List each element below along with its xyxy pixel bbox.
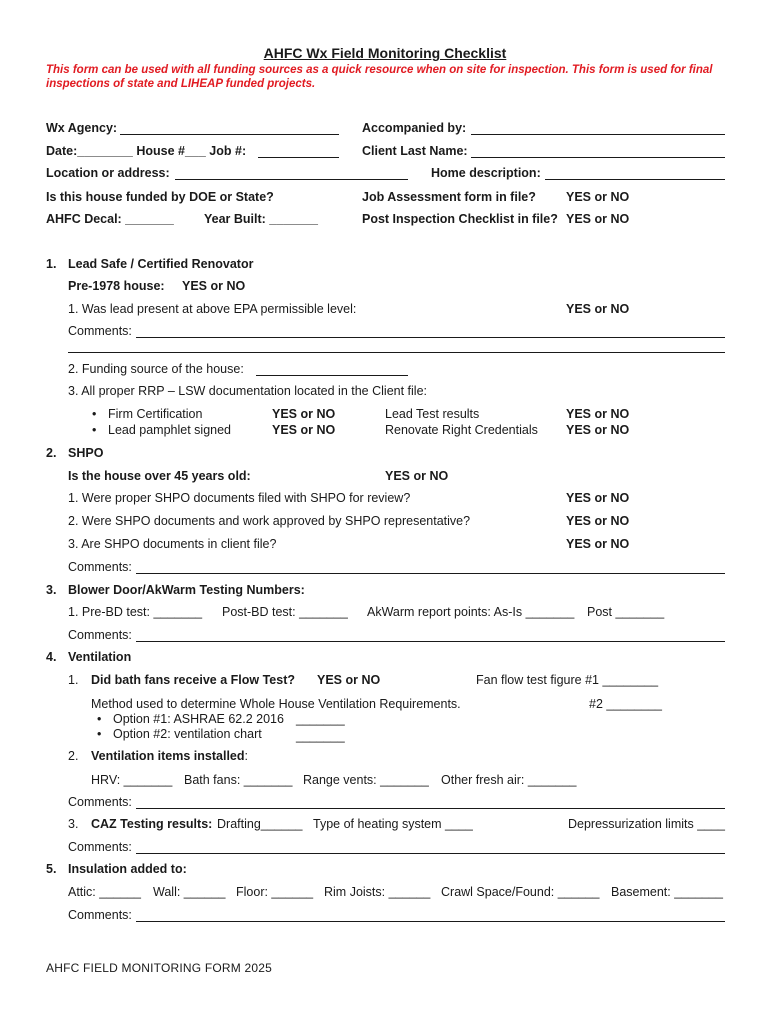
location-field[interactable] <box>175 179 408 180</box>
option1-field[interactable]: _______ <box>296 712 345 726</box>
funding-source-field[interactable] <box>256 375 408 376</box>
ventilation-method-label: Method used to determine Whole House Ventilation Requirements. <box>91 697 461 711</box>
accompanied-label: Accompanied by: <box>362 121 467 135</box>
year-built-label: Year Built: _______ <box>204 212 318 226</box>
section5-heading: Insulation added to: <box>68 862 187 876</box>
rim-joists-field[interactable]: Rim Joists: ______ <box>324 885 431 899</box>
akwarm-post-field[interactable]: Post _______ <box>587 605 665 619</box>
shpo-in-file-yes-no[interactable]: YES or NO <box>566 537 630 551</box>
shpo-approved-question: 2. Were SHPO documents and work approved by SHPO representative? <box>68 514 471 528</box>
lead-pamphlet-label: • Lead pamphlet signed <box>108 423 231 438</box>
agency-field[interactable] <box>120 134 339 135</box>
section1-comments-field-line2[interactable] <box>68 352 725 353</box>
section2-heading: SHPO <box>68 446 104 460</box>
job-assessment-label: Job Assessment form in file? <box>362 190 536 204</box>
shpo-filed-yes-no[interactable]: YES or NO <box>566 491 630 505</box>
rrp-documentation-label: 3. All proper RRP – LSW documentation located in the Client file: <box>68 384 427 398</box>
section2-comments-label: Comments: <box>68 560 132 574</box>
client-last-name-field[interactable] <box>471 157 725 158</box>
attic-field[interactable]: Attic: ______ <box>68 885 141 899</box>
decal-label: AHFC Decal: _______ <box>46 212 174 226</box>
renovate-right-label: Renovate Right Credentials <box>385 423 538 437</box>
form-title: AHFC Wx Field Monitoring Checklist <box>263 45 507 61</box>
home-description-field[interactable] <box>545 179 725 180</box>
ventilation-items-colon: : <box>244 749 248 763</box>
home-description-label: Home description: <box>431 166 541 180</box>
shpo-approved-yes-no[interactable]: YES or NO <box>566 514 630 528</box>
fan-flow-figure1-field[interactable]: Fan flow test figure #1 ________ <box>476 673 659 687</box>
section1-heading: Lead Safe / Certified Renovator <box>68 257 254 271</box>
post-inspection-label: Post Inspection Checklist in file? <box>362 212 558 226</box>
bath-fan-flow-question: Did bath fans receive a Flow Test? <box>91 673 295 687</box>
caz-comments-label: Comments: <box>68 840 132 854</box>
job-number-field[interactable] <box>258 157 339 158</box>
over45-yes-no[interactable]: YES or NO <box>385 469 449 483</box>
caz-number: 3. <box>68 817 79 831</box>
section3-comments-field[interactable] <box>136 641 725 642</box>
heating-system-field[interactable]: Type of heating system ____ <box>313 817 473 831</box>
accompanied-field[interactable] <box>471 134 725 135</box>
pre1978-label: Pre-1978 house: <box>68 279 165 293</box>
section3-number: 3. <box>46 583 57 597</box>
section4-number: 4. <box>46 650 57 664</box>
pre1978-yes-no[interactable]: YES or NO <box>182 279 246 293</box>
section2-comments-field[interactable] <box>136 573 725 574</box>
lead-test-yes-no[interactable]: YES or NO <box>566 407 630 421</box>
ventilation-items-text: Ventilation items installed <box>91 749 245 763</box>
range-vents-field[interactable]: Range vents: _______ <box>303 773 429 787</box>
section5-number: 5. <box>46 862 57 876</box>
akwarm-as-is-field[interactable]: AkWarm report points: As-Is _______ <box>367 605 575 619</box>
renovate-right-yes-no[interactable]: YES or NO <box>566 423 630 437</box>
over45-label: Is the house over 45 years old: <box>68 469 251 483</box>
section2-number: 2. <box>46 446 57 460</box>
funded-question: Is this house funded by DOE or State? <box>46 190 274 204</box>
pre-bd-test-field[interactable]: 1. Pre-BD test: _______ <box>68 605 203 619</box>
floor-field[interactable]: Floor: ______ <box>236 885 314 899</box>
page-footer: AHFC FIELD MONITORING FORM 2025 <box>46 961 273 975</box>
caz-testing-label: CAZ Testing results: <box>91 817 213 831</box>
caz-comments-field[interactable] <box>136 853 725 854</box>
lead-present-yes-no[interactable]: YES or NO <box>566 302 630 316</box>
section3-heading: Blower Door/AkWarm Testing Numbers: <box>68 583 305 597</box>
location-label: Location or address: <box>46 166 170 180</box>
section4-comments-label: Comments: <box>68 795 132 809</box>
fan-flow-figure2-field[interactable]: #2 ________ <box>589 697 662 711</box>
wall-field[interactable]: Wall: ______ <box>153 885 226 899</box>
depressurization-limits-field[interactable]: Depressurization limits ____ <box>568 817 726 831</box>
drafting-field[interactable]: Drafting______ <box>217 817 303 831</box>
date-house-job-label: Date:________ House #___ Job #: <box>46 144 247 158</box>
section3-comments-label: Comments: <box>68 628 132 642</box>
bath-fan-question-number: 1. <box>68 673 79 687</box>
client-last-name-label: Client Last Name: <box>362 144 468 158</box>
bath-fans-field[interactable]: Bath fans: _______ <box>184 773 293 787</box>
form-intro: This form can be used with all funding sources as a quick resource when on site for inspection. This form is used for final inspections of state and LIHEAP funded projects. <box>46 64 713 90</box>
lead-present-question: 1. Was lead present at above EPA permissible level: <box>68 302 357 316</box>
shpo-filed-question: 1. Were proper SHPO documents filed with SHPO for review? <box>68 491 411 505</box>
option2-label: • Option #2: ventilation chart <box>113 727 262 742</box>
basement-field[interactable]: Basement: _______ <box>611 885 723 899</box>
firm-certification-yes-no[interactable]: YES or NO <box>272 407 336 421</box>
ventilation-items-label <box>91 749 248 764</box>
agency-label: Wx Agency: <box>46 121 118 135</box>
section1-comments-field[interactable] <box>136 337 725 338</box>
section5-comments-label: Comments: <box>68 908 132 922</box>
other-fresh-air-field[interactable]: Other fresh air: _______ <box>441 773 577 787</box>
crawl-space-field[interactable]: Crawl Space/Found: ______ <box>441 885 600 899</box>
job-assessment-yes-no[interactable]: YES or NO <box>566 190 630 204</box>
section1-comments-label: Comments: <box>68 324 132 338</box>
lead-pamphlet-yes-no[interactable]: YES or NO <box>272 423 336 437</box>
section1-number: 1. <box>46 257 57 271</box>
firm-certification-label: • Firm Certification <box>108 407 202 422</box>
funding-source-label: 2. Funding source of the house: <box>68 362 244 376</box>
ventilation-items-number: 2. <box>68 749 79 763</box>
post-bd-test-field[interactable]: Post-BD test: _______ <box>222 605 348 619</box>
lead-test-label: Lead Test results <box>385 407 480 421</box>
section4-comments-field[interactable] <box>136 808 725 809</box>
shpo-in-file-question: 3. Are SHPO documents in client file? <box>68 537 277 551</box>
section4-heading: Ventilation <box>68 650 132 664</box>
bath-fan-yes-no[interactable]: YES or NO <box>317 673 381 687</box>
section5-comments-field[interactable] <box>136 921 725 922</box>
option2-field[interactable]: _______ <box>296 729 345 743</box>
post-inspection-yes-no[interactable]: YES or NO <box>566 212 630 226</box>
hrv-field[interactable]: HRV: _______ <box>91 773 173 787</box>
option1-label: • Option #1: ASHRAE 62.2 2016 <box>113 712 284 727</box>
